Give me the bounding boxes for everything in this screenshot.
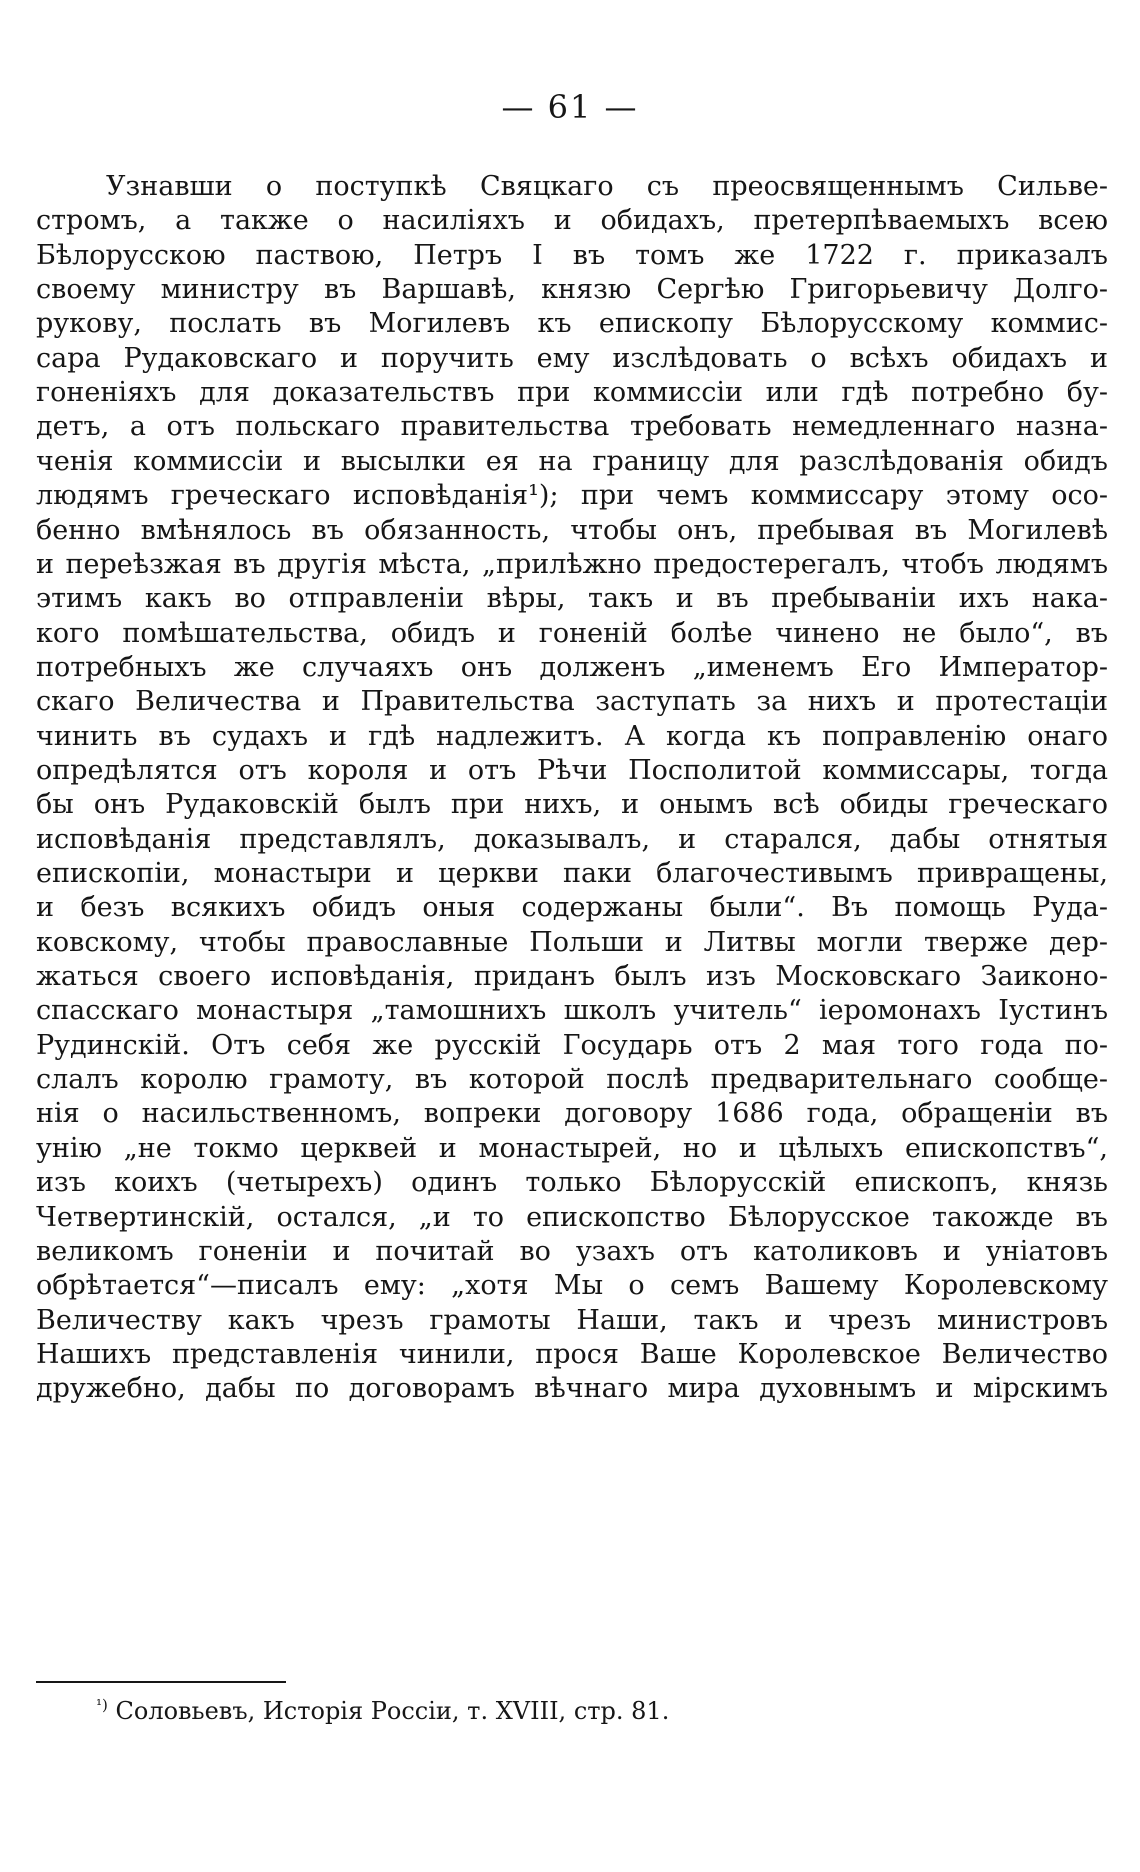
text-line: унію „не токмо церквей и монастырей, но и цѣлыхъ епископствъ“, bbox=[36, 1132, 1108, 1164]
text-line: бы онъ Рудаковскій былъ при нихъ, и онымъ всѣ обиды греческаго bbox=[36, 789, 1108, 821]
text-line: изъ коихъ (четырехъ) одинъ только Бѣлорусскій епископъ, князь bbox=[36, 1167, 1108, 1199]
footnote-divider bbox=[36, 1681, 286, 1683]
page-number: — 61 — bbox=[501, 88, 639, 126]
footnote-text: Соловьевъ, Исторія Россіи, т. XVIII, стр. 81. bbox=[115, 1697, 670, 1725]
text-line: обрѣтается“—писалъ ему: „хотя Мы о семъ Вашему Королевскому bbox=[36, 1270, 1108, 1302]
text-line: людямъ греческаго исповѣданія¹); при чемъ коммиссару этому осо- bbox=[36, 480, 1108, 512]
text-line: опредѣлятся отъ короля и отъ Рѣчи Посполитой коммиссары, тогда bbox=[36, 754, 1108, 786]
text-line: скаго Величества и Правительства заступать за нихъ и протестаціи bbox=[36, 686, 1108, 718]
text-line: бенно вмѣнялось въ обязанность, чтобы онъ, пребывая въ Могилевѣ bbox=[36, 514, 1108, 546]
text-line: ченія коммиссіи и высылки ея на границу для разслѣдованія обидъ bbox=[36, 445, 1108, 477]
text-line: сара Рудаковскаго и поручить ему изслѣдовать о всѣхъ обидахъ и bbox=[36, 342, 1108, 374]
text-line: спасскаго монастыря „тамошнихъ школъ учитель“ іеромонахъ Іустинъ bbox=[36, 995, 1108, 1027]
text-line: детъ, а отъ польскаго правительства требовать немедленнаго назна- bbox=[36, 411, 1108, 443]
text-line: своему министру въ Варшавѣ, князю Сергѣю Григорьевичу Долго- bbox=[36, 274, 1108, 306]
text-line: стромъ, а также о насиліяхъ и обидахъ, претерпѣваемыхъ всею bbox=[36, 205, 1108, 237]
text-line: гоненіяхъ для доказательствъ при коммиссіи или гдѣ потребно бу- bbox=[36, 377, 1108, 409]
text-line: Четвертинскій, остался, „и то епископство Бѣлорусское такожде въ bbox=[36, 1201, 1108, 1233]
text-line: великомъ гоненіи и почитай во узахъ отъ католиковъ и уніатовъ bbox=[36, 1235, 1108, 1267]
text-line: этимъ какъ во отправленіи вѣры, такъ и въ пребываніи ихъ нака- bbox=[36, 583, 1108, 615]
footnote-marker: ¹) bbox=[96, 1696, 108, 1714]
text-line: чинить въ судахъ и гдѣ надлежитъ. А когда къ поправленію онаго bbox=[36, 720, 1108, 752]
text-line: епископіи, монастыри и церкви паки благочестивымъ привращены, bbox=[36, 858, 1108, 889]
footnote bbox=[96, 1688, 669, 1728]
text-line: рукову, послать въ Могилевъ къ епископу Бѣлорусскому коммис- bbox=[36, 308, 1108, 340]
text-line: и переѣзжая въ другія мѣста, „прилѣжно предостерегалъ, чтобъ людямъ bbox=[36, 548, 1108, 580]
text-line: потребныхъ же случаяхъ онъ долженъ „именемъ Его Император- bbox=[36, 651, 1108, 683]
text-line: жаться своего исповѣданія, приданъ былъ изъ Московскаго Заиконо- bbox=[36, 961, 1108, 993]
text-line: Бѣлорусскою паствою, Петръ I въ томъ же 1722 г. приказалъ bbox=[36, 239, 1108, 271]
text-line: ковскому, чтобы православные Польши и Литвы могли тверже дер- bbox=[36, 926, 1108, 958]
text-line: Нашихъ представленія чинили, прося Ваше Королевское Величество bbox=[36, 1338, 1108, 1370]
text-line: Величеству какъ чрезъ грамоты Наши, такъ и чрезъ министровъ bbox=[36, 1304, 1108, 1336]
text-line: кого помѣшательства, обидъ и гоненій болѣе чинено не было“, въ bbox=[36, 617, 1108, 649]
text-line: дружебно, дабы по договорамъ вѣчнаго мира духовнымъ и мірскимъ bbox=[36, 1373, 1108, 1405]
text-line: Рудинскій. Отъ себя же русскій Государь отъ 2 мая того года по- bbox=[36, 1029, 1108, 1061]
text-line: и безъ всякихъ обидъ оныя содержаны были“. Въ помощь Руда- bbox=[36, 892, 1108, 924]
text-line: слалъ королю грамоту, въ которой послѣ предварительнаго сообще- bbox=[36, 1064, 1108, 1096]
text-line: исповѣданія представлялъ, доказывалъ, и старался, дабы отнятыя bbox=[36, 823, 1108, 855]
text-line: Узнавши о поступкѣ Свяцкаго съ преосвященнымъ Сильве- bbox=[106, 171, 1108, 202]
text-line: нія о насильственномъ, вопреки договору 1686 года, обращеніи въ bbox=[36, 1098, 1108, 1130]
